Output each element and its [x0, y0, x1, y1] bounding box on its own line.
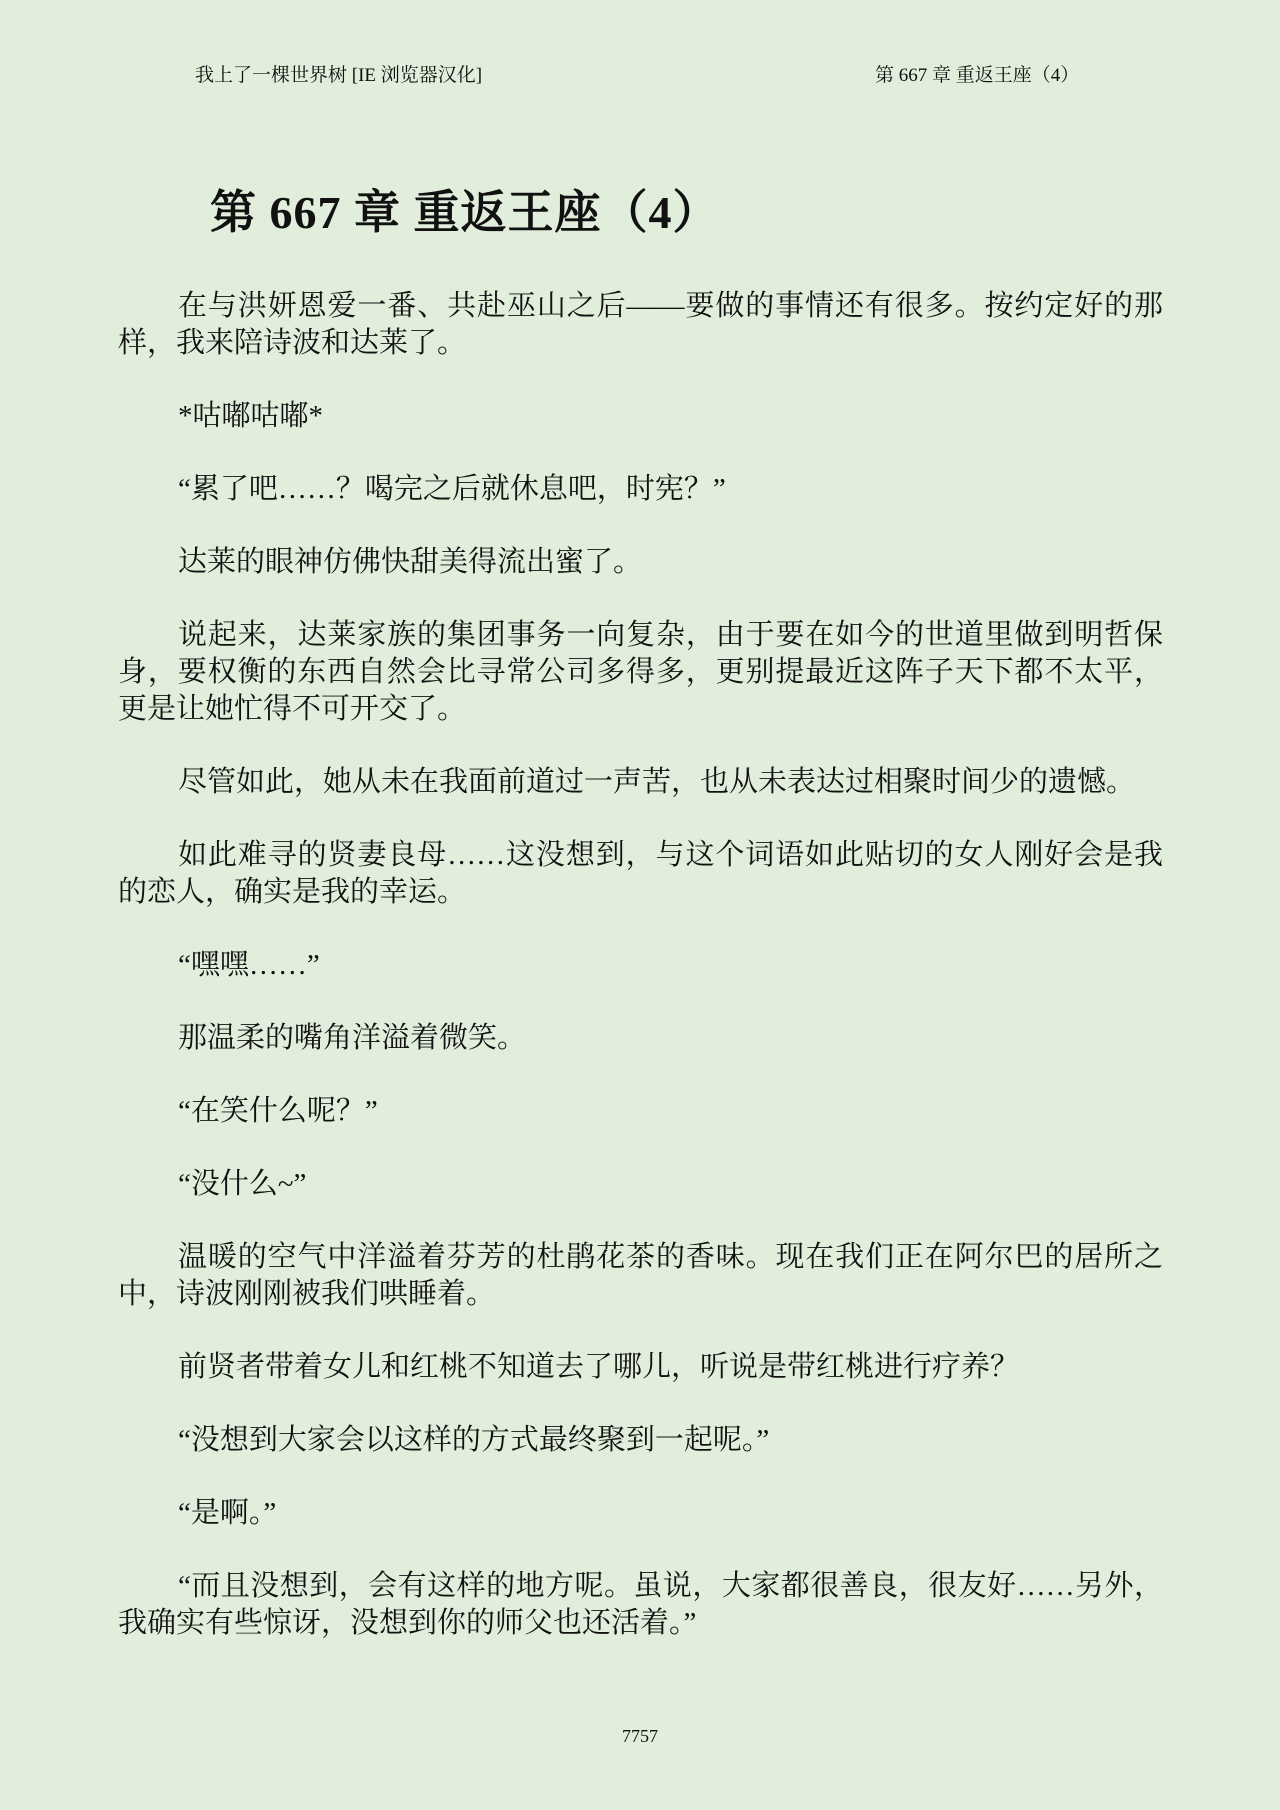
paragraph — [118, 1020, 1163, 1057]
paragraph-line: “嘿嘿……” — [178, 949, 320, 981]
paragraph — [118, 1422, 1163, 1459]
paragraph — [118, 288, 1163, 362]
paragraph-line: 那温柔的嘴角洋溢着微笑。 — [178, 1022, 527, 1054]
chapter-body — [118, 288, 1163, 1678]
paragraph-line: 样，我来陪诗波和达莱了。 — [118, 327, 467, 359]
paragraph — [118, 1166, 1163, 1203]
paragraph-line: “而且没想到，会有这样的地方呢。虽说，大家都很善良，很友好……另外， — [178, 1570, 1163, 1602]
paragraph-line: 我确实有些惊讶，没想到你的师父也还活着。” — [118, 1607, 697, 1639]
paragraph — [118, 544, 1163, 581]
paragraph-line: 说起来，达莱家族的集团事务一向复杂，由于要在如今的世道里做到明哲保 — [178, 619, 1163, 651]
paragraph-line: 的恋人，确实是我的幸运。 — [118, 876, 467, 908]
running-header-chapter: 第 667 章 重返王座（4） — [875, 65, 1080, 86]
paragraph-line: 达莱的眼神仿佛快甜美得流出蜜了。 — [178, 546, 643, 578]
paragraph-line: 更是让她忙得不可开交了。 — [118, 693, 467, 725]
paragraph-line: “是啊。” — [178, 1497, 277, 1529]
paragraph — [118, 1239, 1163, 1313]
paragraph-line: 温暖的空气中洋溢着芬芳的杜鹃花茶的香味。现在我们正在阿尔巴的居所之 — [178, 1241, 1163, 1273]
paragraph — [118, 1568, 1163, 1642]
paragraph — [118, 617, 1163, 728]
paragraph — [118, 947, 1163, 984]
paragraph-line: “没什么~” — [178, 1168, 307, 1200]
page-number: 7757 — [622, 1726, 658, 1746]
paragraph-line: 中，诗波刚刚被我们哄睡着。 — [118, 1278, 496, 1310]
paragraph-line: “在笑什么呢？” — [178, 1095, 378, 1127]
paragraph — [118, 764, 1163, 801]
paragraph-line: 前贤者带着女儿和红桃不知道去了哪儿，听说是带红桃进行疗养？ — [178, 1351, 1020, 1383]
paragraph-line: *咕嘟咕嘟* — [178, 400, 324, 432]
paragraph — [118, 471, 1163, 508]
paragraph-line: 身，要权衡的东西自然会比寻常公司多得多，更别提最近这阵子天下都不太平， — [118, 656, 1163, 688]
paragraph-line: “没想到大家会以这样的方式最终聚到一起呢。” — [178, 1424, 770, 1456]
paragraph — [118, 398, 1163, 435]
paragraph-line: 在与洪妍恩爱一番、共赴巫山之后——要做的事情还有很多。按约定好的那 — [178, 290, 1163, 322]
paragraph-line: “累了吧……？喝完之后就休息吧，时宪？” — [178, 473, 726, 505]
paragraph — [118, 1349, 1163, 1386]
paragraph — [118, 1495, 1163, 1532]
paragraph-line: 尽管如此，她从未在我面前道过一声苦，也从未表达过相聚时间少的遗憾。 — [178, 766, 1136, 798]
paragraph-line: 如此难寻的贤妻良母……这没想到，与这个词语如此贴切的女人刚好会是我 — [178, 839, 1163, 871]
running-header-book-title: 我上了一棵世界树 [IE 浏览器汉化] — [195, 65, 483, 86]
paragraph — [118, 837, 1163, 911]
chapter-title: 第 667 章 重返王座（4） — [210, 187, 720, 238]
paragraph — [118, 1093, 1163, 1130]
